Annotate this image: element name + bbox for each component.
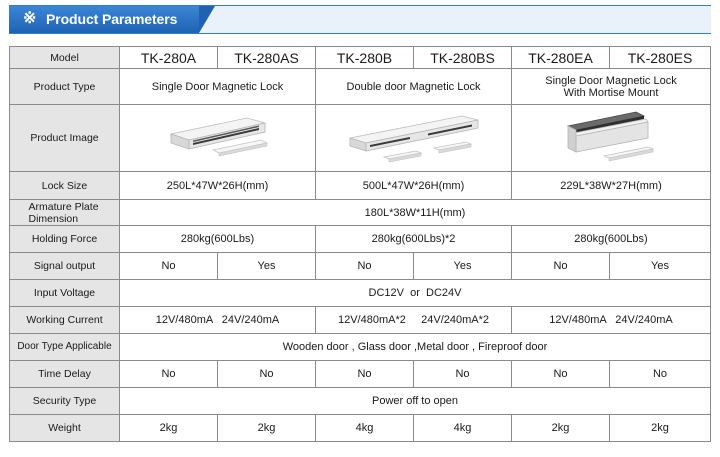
signal-output-row	[10, 253, 711, 280]
holding-force-row	[10, 226, 711, 253]
security-type-row	[10, 388, 711, 415]
holding-force-cell: 280kg(600Lbs)*2	[316, 226, 512, 253]
signal-output-cell: No	[120, 253, 218, 280]
armature-label-text: Armature Plate Dimension	[28, 200, 99, 225]
row-label-signal-output: Signal output	[10, 253, 120, 280]
holding-force-cell: 280kg(600Lbs)	[120, 226, 316, 253]
product-type-row	[10, 69, 711, 105]
row-label-armature	[10, 200, 120, 226]
armature-row	[10, 200, 711, 226]
armature-cell: 180L*38W*11H(mm)	[120, 200, 711, 226]
row-label-model: Model	[10, 47, 120, 69]
product-parameters-table	[9, 46, 711, 442]
single-door-magnetic-lock-image	[120, 105, 316, 172]
input-voltage-cell: DC12V or DC24V	[120, 280, 711, 307]
row-label-input-voltage: Input Voltage	[10, 280, 120, 307]
product-image-row	[10, 105, 711, 172]
working-current-cell: 12V/480mA 24V/240mA	[120, 307, 316, 334]
weight-cell: 4kg	[316, 415, 414, 442]
banner-tab	[9, 6, 199, 33]
product-type-cell	[512, 69, 711, 105]
signal-output-cell: No	[316, 253, 414, 280]
weight-row	[10, 415, 711, 442]
double-door-magnetic-lock-image	[316, 105, 512, 172]
row-label-door-type: Door Type Applicable	[10, 334, 120, 361]
signal-output-cell: Yes	[218, 253, 316, 280]
double-door-lock-icon	[344, 110, 484, 166]
lock-size-cell: 500L*47W*26H(mm)	[316, 172, 512, 200]
security-type-cell: Power off to open	[120, 388, 711, 415]
weight-cell: 4kg	[414, 415, 512, 442]
signal-output-cell: No	[512, 253, 610, 280]
signal-output-cell: Yes	[610, 253, 711, 280]
door-type-row	[10, 334, 711, 361]
working-current-row	[10, 307, 711, 334]
time-delay-cell: No	[414, 361, 512, 388]
weight-cell: 2kg	[218, 415, 316, 442]
working-current-cell: 12V/480mA*2 24V/240mA*2	[316, 307, 512, 334]
time-delay-row	[10, 361, 711, 388]
lock-size-cell: 250L*47W*26H(mm)	[120, 172, 316, 200]
input-voltage-row	[10, 280, 711, 307]
product-type-cell: Double door Magnetic Lock	[316, 69, 512, 105]
signal-output-cell: Yes	[414, 253, 512, 280]
product-type-cell: Single Door Magnetic Lock	[120, 69, 316, 105]
weight-cell: 2kg	[120, 415, 218, 442]
lock-size-row	[10, 172, 711, 200]
model-cell: TK-280ES	[610, 47, 711, 69]
weight-cell: 2kg	[512, 415, 610, 442]
section-title: Product Parameters	[46, 11, 178, 27]
time-delay-cell: No	[120, 361, 218, 388]
weight-cell: 2kg	[610, 415, 711, 442]
time-delay-cell: No	[316, 361, 414, 388]
asterisk-mark-icon: ※	[23, 10, 37, 27]
time-delay-cell: No	[512, 361, 610, 388]
row-label-security-type: Security Type	[10, 388, 120, 415]
row-label-holding-force: Holding Force	[10, 226, 120, 253]
row-label-product-type: Product Type	[10, 69, 120, 105]
model-cell: TK-280EA	[512, 47, 610, 69]
row-label-time-delay: Time Delay	[10, 361, 120, 388]
lock-size-cell: 229L*38W*27H(mm)	[512, 172, 711, 200]
row-label-product-image: Product Image	[10, 105, 120, 172]
product-parameters-banner	[9, 5, 711, 34]
working-current-cell: 12V/480mA 24V/240mA	[512, 307, 711, 334]
model-cell: TK-280BS	[414, 47, 512, 69]
mortise-lock-icon	[556, 110, 666, 166]
row-label-working-current: Working Current	[10, 307, 120, 334]
model-cell: TK-280A	[120, 47, 218, 69]
time-delay-cell: No	[218, 361, 316, 388]
row-label-lock-size: Lock Size	[10, 172, 120, 200]
model-cell: TK-280AS	[218, 47, 316, 69]
product-type-text: Single Door Magnetic Lock With Mortise Mount	[545, 74, 677, 99]
row-label-weight: Weight	[10, 415, 120, 442]
holding-force-cell: 280kg(600Lbs)	[512, 226, 711, 253]
door-type-cell: Wooden door , Glass door ,Metal door , Fireproof door	[120, 334, 711, 361]
mortise-mount-magnetic-lock-image	[512, 105, 711, 172]
single-door-lock-icon	[163, 112, 273, 164]
time-delay-cell: No	[610, 361, 711, 388]
model-row	[10, 47, 711, 69]
model-cell: TK-280B	[316, 47, 414, 69]
